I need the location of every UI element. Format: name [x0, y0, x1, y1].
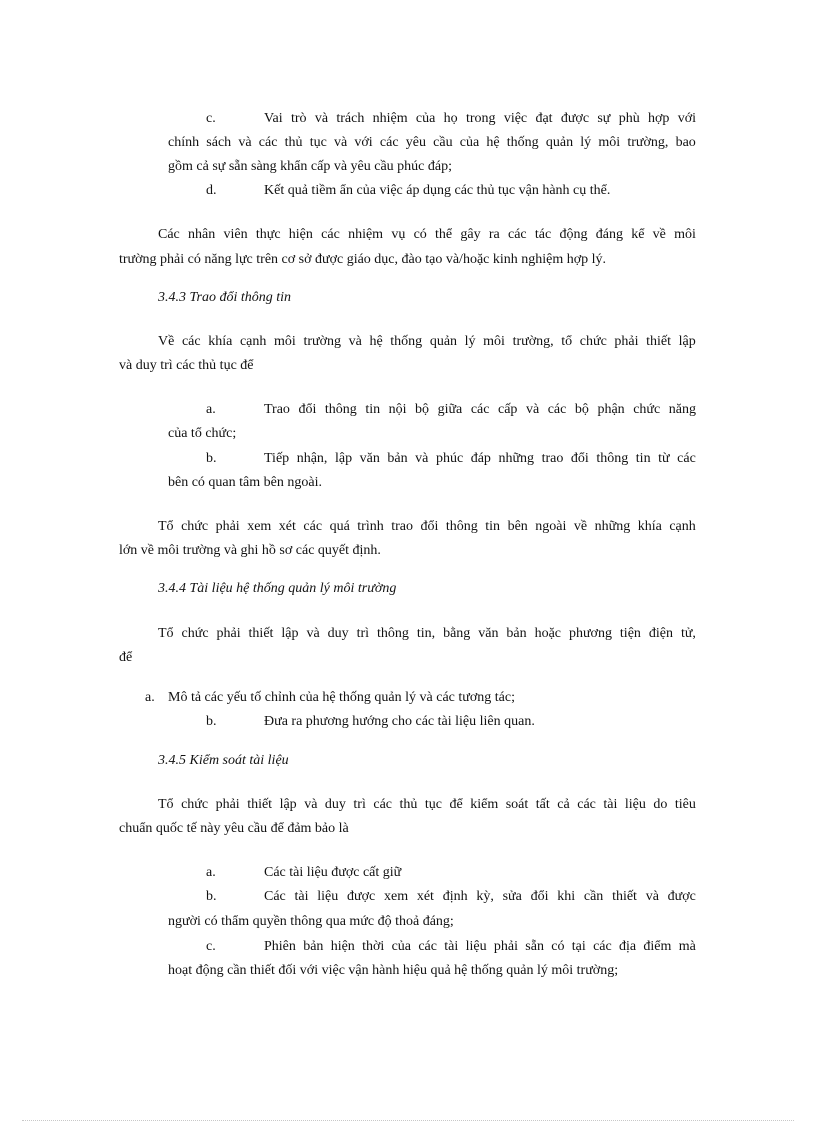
word: phải: [215, 797, 240, 812]
word: các: [577, 797, 596, 812]
word: năng: [668, 402, 696, 417]
word: tục: [424, 797, 443, 812]
word: các: [303, 519, 323, 534]
word: thời: [362, 939, 385, 954]
word: lập: [281, 626, 299, 641]
word: nội: [388, 402, 407, 417]
paragraph-line: và duy trì các thủ tục để: [119, 358, 254, 373]
word: phải: [614, 334, 639, 349]
word: địa: [619, 939, 637, 954]
word: trao: [391, 519, 413, 534]
word: chức: [579, 334, 607, 349]
list-item-text: [264, 401, 696, 419]
list-marker: d.: [206, 183, 217, 198]
word: điểm: [643, 939, 672, 954]
paragraph-line: [158, 518, 696, 536]
word: quá: [329, 519, 350, 534]
word: đáng: [595, 227, 623, 242]
word: các: [181, 334, 201, 349]
word: xem: [383, 889, 409, 904]
word: tử,: [680, 626, 696, 641]
word: về: [573, 519, 588, 534]
paragraph-line: chuẩn quốc tế này yêu cầu để đảm bảo là: [119, 821, 349, 836]
word: hoặc: [534, 626, 562, 641]
word: Tổ: [158, 797, 174, 812]
word: nhân: [188, 227, 216, 242]
word: thủ: [284, 135, 303, 150]
word: gây: [460, 227, 481, 242]
word: và: [525, 402, 540, 417]
word: và: [306, 626, 320, 641]
word: lý: [464, 334, 476, 349]
word: liệu: [317, 889, 339, 904]
word: xét: [278, 519, 296, 534]
word: ra: [488, 227, 500, 242]
word: trường,: [627, 135, 669, 150]
word: tại: [571, 939, 586, 954]
word: chức: [633, 402, 661, 417]
word: bản: [387, 451, 408, 466]
word: thực: [255, 227, 281, 242]
word: thông: [376, 626, 409, 641]
word: bằng: [443, 626, 471, 641]
word: phải: [215, 519, 240, 534]
list-item-continuation: hoạt động cần thiết đối với việc vận hành hiệu quả hệ thống quản lý môi trường;: [168, 963, 619, 978]
word: tổ: [561, 334, 573, 349]
word: thiết: [646, 334, 672, 349]
word: các: [547, 402, 567, 417]
word: hợp: [648, 111, 670, 126]
word: Về: [158, 334, 175, 349]
page-bottom-rule: [22, 1120, 794, 1121]
word: các: [379, 135, 399, 150]
word: các: [470, 402, 490, 417]
word: quản: [545, 135, 574, 150]
word: thông: [324, 402, 357, 417]
word: môi: [674, 227, 696, 242]
paragraph-line: [158, 226, 696, 244]
word: tất: [535, 797, 550, 812]
word: được: [347, 889, 376, 904]
word: cầu: [433, 135, 453, 150]
word: nhận,: [296, 451, 328, 466]
list-marker: b.: [206, 889, 217, 904]
word: giữa: [437, 402, 463, 417]
word: văn: [478, 626, 499, 641]
word: đổi: [570, 451, 589, 466]
word: phải: [216, 626, 241, 641]
word: cần: [583, 889, 604, 904]
word: bộ: [415, 402, 430, 417]
word: vụ: [391, 227, 406, 242]
word: Phiên: [264, 939, 296, 954]
word: việc: [503, 111, 528, 126]
word: lập: [334, 451, 353, 466]
list-marker: b.: [206, 714, 217, 729]
word: từ: [658, 451, 670, 466]
word: Các: [264, 889, 286, 904]
word: do: [653, 797, 668, 812]
word: tiêu: [674, 797, 696, 812]
word: hệ: [486, 135, 500, 150]
word: các: [418, 939, 437, 954]
list-marker: a.: [206, 865, 216, 880]
word: trò: [290, 111, 307, 126]
list-item-text: Đưa ra phương hướng cho các tài liệu liên quan.: [264, 714, 535, 729]
word: của: [391, 939, 412, 954]
word: bao: [675, 135, 696, 150]
word: duy: [327, 626, 349, 641]
word: cấp: [498, 402, 518, 417]
word: các: [677, 451, 696, 466]
word: với: [677, 111, 696, 126]
paragraph-line: để: [119, 650, 133, 665]
word: duy: [324, 797, 346, 812]
word: và: [415, 451, 429, 466]
word: tài: [444, 939, 459, 954]
word: và: [314, 111, 329, 126]
list-item-text: [264, 110, 696, 128]
word: tiện: [619, 626, 641, 641]
word: khía: [208, 334, 233, 349]
word: Tổ: [158, 626, 174, 641]
word: chức: [181, 519, 209, 534]
word: bộ: [574, 402, 589, 417]
list-item-text: Các tài liệu được cất giữ: [264, 865, 402, 880]
word: trao: [541, 451, 564, 466]
word: họ: [443, 111, 458, 126]
word: quản: [429, 334, 458, 349]
word: sửa: [502, 889, 522, 904]
word: với: [354, 135, 373, 150]
word: sẵn: [525, 939, 544, 954]
list-item-continuation: của tổ chức;: [168, 426, 237, 441]
word: Tiếp: [264, 451, 290, 466]
list-marker: c.: [206, 111, 216, 126]
word: tác: [534, 227, 552, 242]
word: chức: [181, 797, 209, 812]
list-item-text: [264, 938, 696, 956]
section-heading: 3.4.3 Trao đổi thông tin: [158, 290, 292, 305]
paragraph-line: trường phải có năng lực trên cơ sở được giáo dục, đào tạo và/hoặc kinh nghiệm hợp lý.: [119, 252, 607, 267]
word: tài: [294, 889, 309, 904]
word: của: [459, 135, 480, 150]
paragraph-line: [158, 625, 696, 643]
word: Vai: [264, 111, 283, 126]
word: khi: [557, 889, 576, 904]
list-item-text: [264, 888, 696, 906]
word: thể: [435, 227, 453, 242]
word: kỳ,: [476, 889, 494, 904]
word: trì: [356, 626, 370, 641]
word: ngoài: [535, 519, 567, 534]
word: các: [593, 939, 612, 954]
word: trường: [303, 334, 341, 349]
word: phương: [568, 626, 612, 641]
word: hệ: [369, 334, 383, 349]
word: tài: [603, 797, 618, 812]
word: văn: [359, 451, 380, 466]
word: kể: [631, 227, 645, 242]
word: mà: [678, 939, 696, 954]
word: các: [508, 227, 527, 242]
word: và: [304, 797, 318, 812]
word: cả: [557, 797, 570, 812]
word: trách: [336, 111, 365, 126]
word: thủ: [399, 797, 418, 812]
word: viên: [223, 227, 248, 242]
word: về: [652, 227, 666, 242]
word: và: [645, 889, 659, 904]
list-marker: c.: [206, 939, 216, 954]
word: thiết: [612, 889, 637, 904]
word: phải: [493, 939, 518, 954]
word: tin: [365, 402, 381, 417]
word: đổi: [420, 519, 439, 534]
word: liệu: [465, 939, 487, 954]
paragraph-line: [158, 333, 696, 351]
word: sách: [206, 135, 232, 150]
word: hiện: [288, 227, 313, 242]
word: trong: [465, 111, 496, 126]
word: thông: [596, 451, 629, 466]
list-item-continuation: gồm cả sự sẵn sàng khẩn cấp và yêu cầu phúc đáp;: [168, 159, 452, 174]
word: yêu: [405, 135, 426, 150]
word: và: [348, 334, 362, 349]
word: các: [373, 797, 393, 812]
word: để: [449, 797, 463, 812]
word: lập: [279, 797, 297, 812]
word: những: [498, 451, 535, 466]
word: bản: [303, 939, 324, 954]
word: động: [559, 227, 588, 242]
word: soát: [505, 797, 529, 812]
word: của: [415, 111, 436, 126]
list-item-text: Mô tả các yếu tố chỉnh của hệ thống quản lý và các tương tác;: [168, 690, 515, 705]
word: có: [413, 227, 427, 242]
word: trình: [357, 519, 384, 534]
word: phúc: [435, 451, 464, 466]
list-marker: a.: [145, 690, 155, 705]
word: và: [334, 135, 348, 150]
word: thiết: [248, 626, 274, 641]
word: chức: [181, 626, 209, 641]
word: trường,: [512, 334, 554, 349]
paragraph-line: lớn về môi trường và ghi hồ sơ các quyết định.: [119, 543, 381, 558]
word: tin: [635, 451, 651, 466]
word: đổi: [530, 889, 549, 904]
list-item-continuation: [168, 134, 696, 152]
word: và: [238, 135, 252, 150]
word: được: [560, 111, 590, 126]
word: các: [321, 227, 340, 242]
word: thiết: [247, 797, 273, 812]
word: các: [258, 135, 278, 150]
word: liệu: [624, 797, 646, 812]
word: thống: [390, 334, 423, 349]
word: Các: [158, 227, 180, 242]
word: tin,: [416, 626, 436, 641]
word: lý: [580, 135, 592, 150]
word: những: [594, 519, 631, 534]
word: định: [442, 889, 468, 904]
word: nhiệm: [372, 111, 408, 126]
word: tin: [485, 519, 501, 534]
word: điện: [648, 626, 673, 641]
word: cạnh: [669, 519, 696, 534]
word: đổi: [298, 402, 317, 417]
word: đạt: [535, 111, 553, 126]
word: nhiệm: [348, 227, 384, 242]
section-heading: 3.4.4 Tài liệu hệ thống quản lý môi trường: [158, 581, 397, 596]
word: môi: [598, 135, 621, 150]
word: có: [551, 939, 565, 954]
word: hiện: [330, 939, 355, 954]
list-item-text: Kết quả tiềm ẩn của việc áp dụng các thủ tục vận hành cụ thể.: [264, 183, 611, 198]
word: kiểm: [470, 797, 499, 812]
word: phận: [597, 402, 625, 417]
word: phù: [618, 111, 640, 126]
list-item-continuation: bên có quan tâm bên ngoài.: [168, 475, 322, 490]
word: khía: [637, 519, 662, 534]
word: bản: [506, 626, 527, 641]
word: chính: [168, 135, 200, 150]
list-marker: a.: [206, 402, 216, 417]
list-item-continuation: người có thẩm quyền thông qua mức độ thoả đáng;: [168, 914, 454, 929]
word: thông: [445, 519, 478, 534]
word: đáp: [470, 451, 491, 466]
word: sự: [597, 111, 611, 126]
word: tục: [309, 135, 327, 150]
list-marker: b.: [206, 451, 217, 466]
word: được: [667, 889, 696, 904]
word: xét: [416, 889, 434, 904]
list-item-text: [264, 450, 696, 468]
word: Trao: [264, 402, 290, 417]
word: lập: [678, 334, 696, 349]
word: xem: [247, 519, 272, 534]
paragraph-line: [158, 796, 696, 814]
word: cạnh: [239, 334, 267, 349]
word: trì: [353, 797, 366, 812]
section-heading: 3.4.5 Kiểm soát tài liệu: [158, 753, 289, 768]
word: môi: [274, 334, 296, 349]
word: bên: [507, 519, 528, 534]
word: thống: [506, 135, 539, 150]
word: môi: [483, 334, 505, 349]
word: Tổ: [158, 519, 174, 534]
